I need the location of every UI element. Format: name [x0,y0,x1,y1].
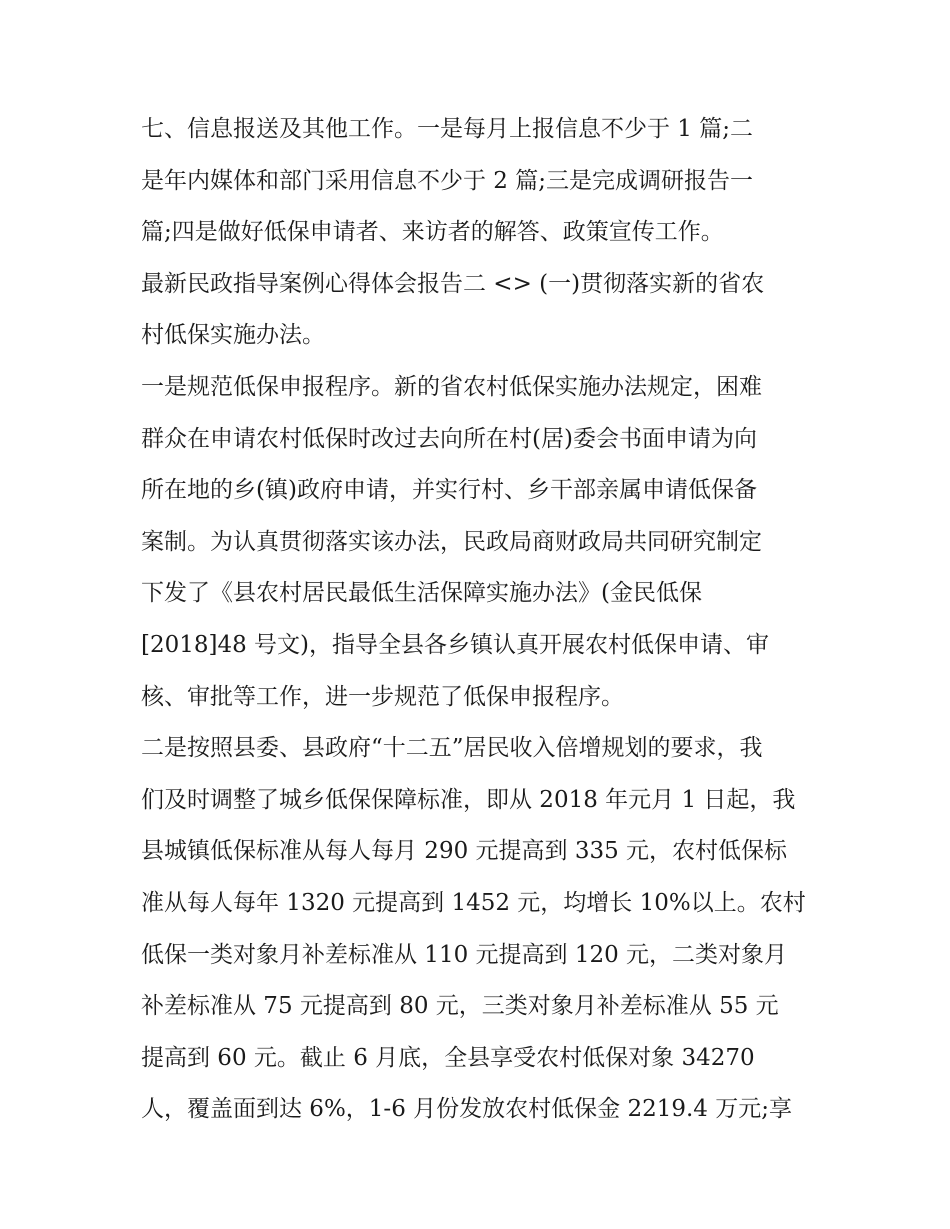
text-line: 下发了《县农村居民最低生活保障实施办法》(金民低保 [141,580,702,607]
text-line: 一是规范低保申报程序。新的省农村低保实施办法规定，困难 [141,373,762,400]
text-line: 最新民政指导案例心得体会报告二 <> (一)贯彻落实新的省农 [141,270,765,297]
text-line: 人，覆盖面到达 6%，1-6 月份发放农村低保金 2219.4 万元;享 [141,1096,792,1123]
text-line: 们及时调整了城乡低保保障标准，即从 2018 年元月 1 日起，我 [141,786,796,813]
text-line: 二是按照县委、县政府“十二五”居民收入倍增规划的要求，我 [141,735,763,762]
text-line: 群众在申请农村低保时改过去向所在村(居)委会书面申请为向 [141,425,757,452]
text-line: 低保一类对象月补差标准从 110 元提高到 120 元，二类对象月 [141,941,788,968]
text-line: 所在地的乡(镇)政府申请，并实行村、乡干部亲属申请低保备 [141,477,757,504]
text-line: 村低保实施办法。 [141,322,325,349]
text-line: 七、信息报送及其他工作。一是每月上报信息不少于 1 篇;二 [141,116,754,142]
document-body [141,104,821,1136]
text-line: 核、审批等工作，进一步规范了低保申报程序。 [141,683,624,710]
text-line: 准从每人每年 1320 元提高到 1452 元，均增长 10%以上。农村 [141,889,806,916]
text-line: 是年内媒体和部门采用信息不少于 2 篇;三是完成调研报告一 [141,167,754,194]
text-line: 篇;四是做好低保申请者、来访者的解答、政策宣传工作。 [141,219,724,246]
text-line: 补差标准从 75 元提高到 80 元，三类对象月补差标准从 55 元 [141,993,779,1020]
text-line: [2018]48 号文)，指导全县各乡镇认真开展农村低保申请、审 [141,631,770,658]
text-line: 案制。为认真贯彻落实该办法，民政局商财政局共同研究制定 [141,528,762,555]
text-line: 提高到 60 元。截止 6 月底，全县享受农村低保对象 34270 [141,1044,755,1071]
text-line: 县城镇低保标准从每人每月 290 元提高到 335 元，农村低保标 [141,838,788,865]
